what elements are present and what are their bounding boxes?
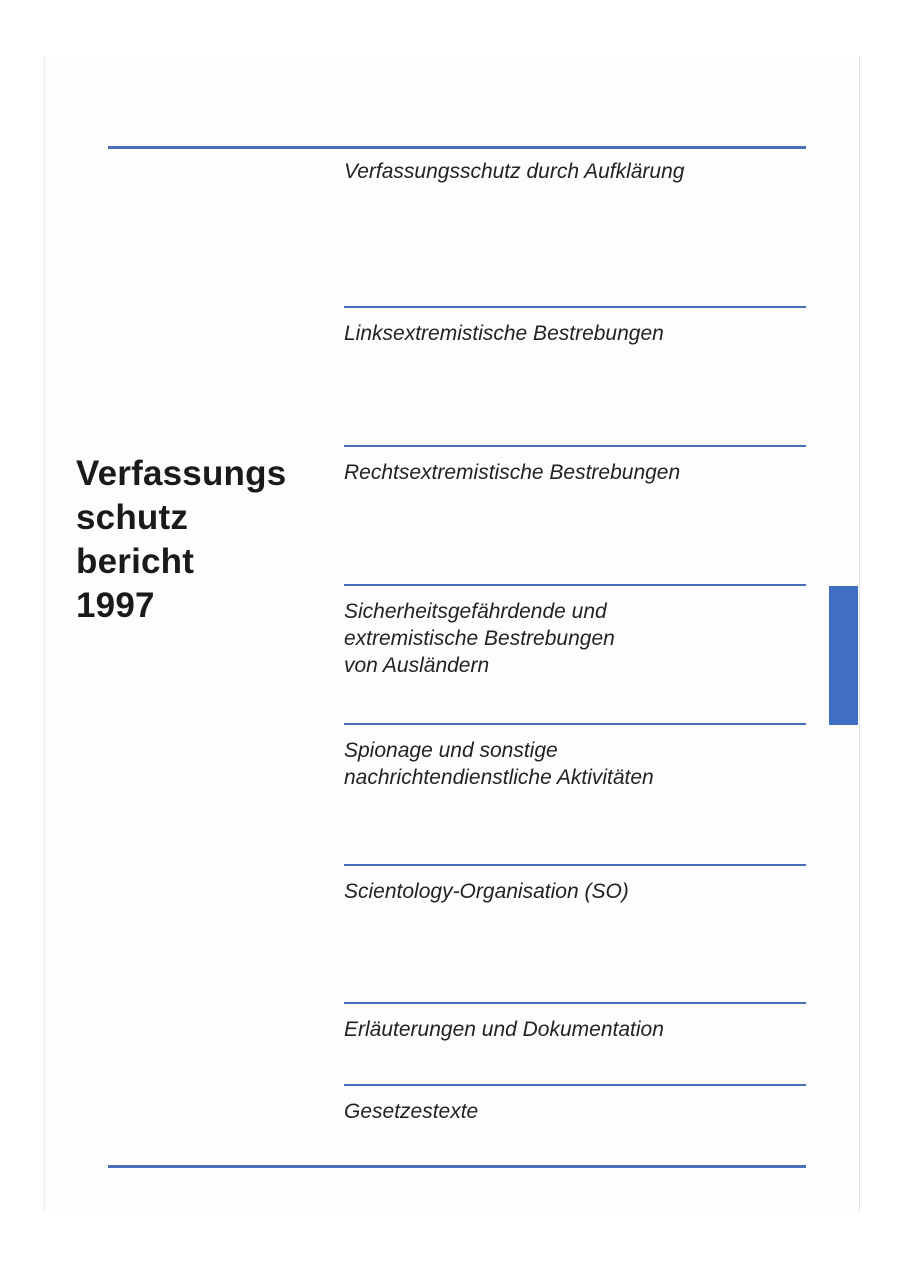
bottom-rule	[108, 1165, 806, 1168]
section-3	[344, 445, 806, 486]
section-label-4: Sicherheitsgefährdende und extremistische Bestrebungen von Ausländern	[344, 600, 615, 677]
section-label-2: Linksextremistische Bestrebungen	[344, 322, 664, 345]
section-rule	[344, 1084, 806, 1086]
section-label-7: Erläuterungen und Dokumentation	[344, 1018, 664, 1041]
section-4	[344, 584, 806, 679]
section-label-8: Gesetzestexte	[344, 1100, 479, 1123]
section-7	[344, 1002, 806, 1043]
section-label-6: Scientology-Organisation (SO)	[344, 880, 629, 903]
section-rule	[344, 1002, 806, 1004]
section-2	[344, 306, 806, 347]
section-label-3: Rechtsextremistische Bestrebungen	[344, 461, 681, 484]
title-line-4: 1997	[76, 586, 155, 625]
section-label-1: Verfassungsschutz durch Aufklärung	[344, 160, 685, 183]
section-rule	[344, 445, 806, 447]
section-5	[344, 723, 806, 791]
section-label-5: Spionage und sonstige nachrichtendienstliche Aktivitäten	[344, 739, 654, 789]
section-6	[344, 864, 806, 905]
section-tab-marker	[829, 586, 858, 725]
title-line-3: bericht	[76, 542, 195, 581]
cover-title	[76, 452, 286, 628]
section-rule	[344, 723, 806, 725]
title-line-1: Verfassungs	[76, 454, 287, 493]
section-rule	[344, 584, 806, 586]
title-line-2: schutz	[76, 498, 189, 537]
top-rule	[108, 146, 806, 149]
section-8	[344, 1084, 806, 1125]
section-rule	[344, 306, 806, 308]
section-rule	[344, 864, 806, 866]
